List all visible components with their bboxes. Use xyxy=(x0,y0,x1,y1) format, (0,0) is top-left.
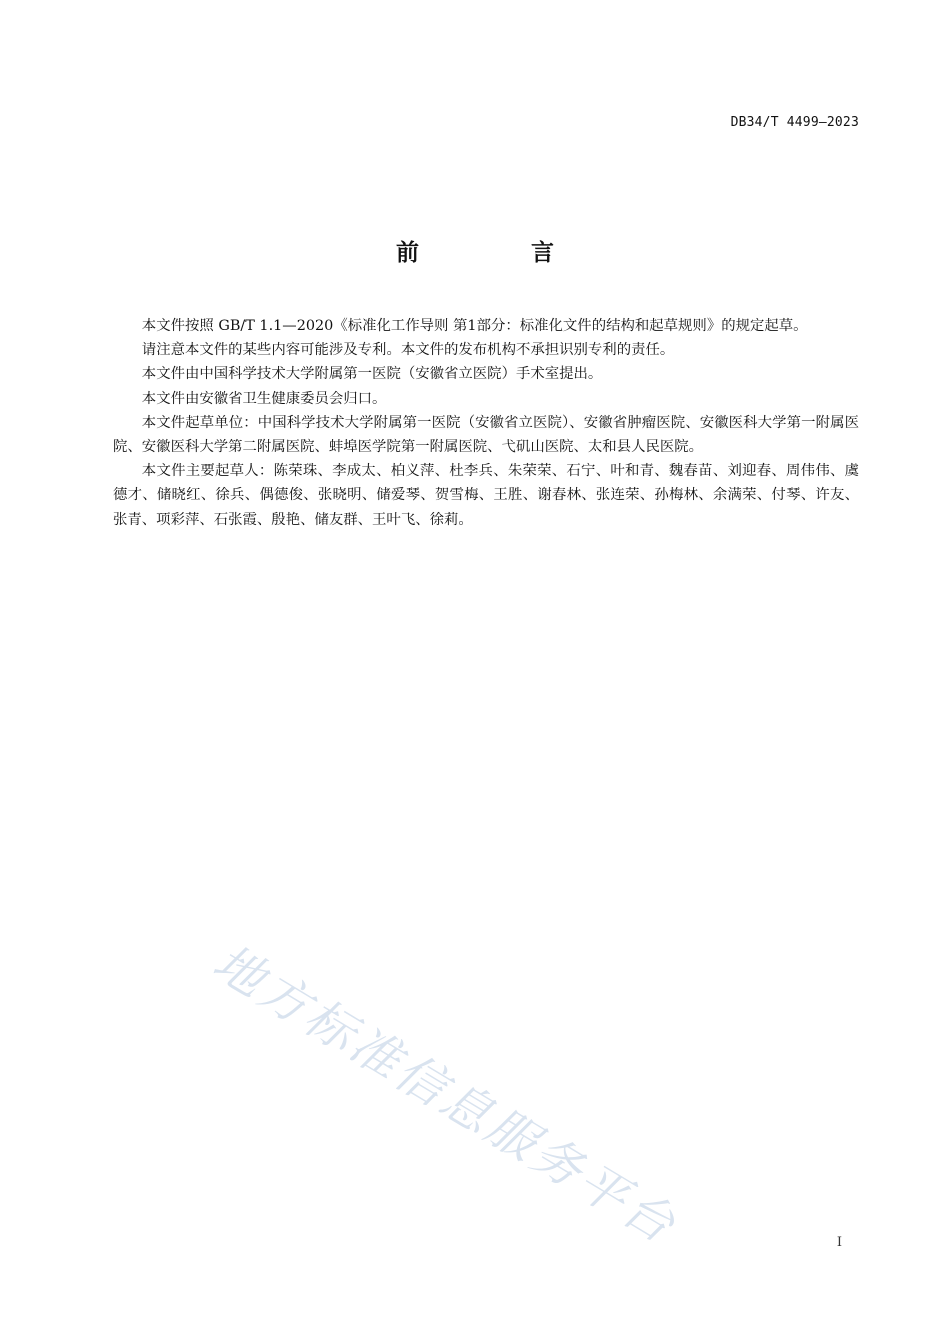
paragraph-drafting-rules: 本文件按照 GB/T 1.1—2020《标准化工作导则 第1部分：标准化文件的结构和起草规则》的规定起草。 xyxy=(141,318,808,334)
foreword-body xyxy=(113,314,859,532)
watermark: 地方标准信息服务平台 xyxy=(203,933,688,1256)
paragraph-drafters: 本文件主要起草人：陈荣珠、李成太、柏义萍、杜李兵、朱荣荣、石宁、叶和青、魏春苗、刘迎春、周伟伟、虞德才、储晓红、徐兵、偶德俊、张晓明、储爱琴、贺雪梅、王胜、谢春林、张连荣、孙梅林、余满荣、付琴、许友、张青、项彩萍、石张霞、殷艳、储友群、王叶飞、徐莉。 xyxy=(113,463,859,528)
paragraph-patent-notice: 请注意本文件的某些内容可能涉及专利。本文件的发布机构不承担识别专利的责任。 xyxy=(141,342,675,359)
document-code: DB34/T 4499—2023 xyxy=(730,115,859,130)
paragraph-centralized-unit: 本文件由安徽省卫生健康委员会归口。 xyxy=(141,390,387,407)
paragraph-proposer: 本文件由中国科学技术大学附属第一医院（安徽省立医院）手术室提出。 xyxy=(141,366,603,383)
page-title: 前 言 xyxy=(395,240,606,266)
page-number: I xyxy=(836,1235,842,1250)
paragraph-drafting-organizations: 本文件起草单位：中国科学技术大学附属第一医院（安徽省立医院）、安徽省肿瘤医院、安徽医科大学第一附属医院、安徽医科大学第二附属医院、蚌埠医学院第一附属医院、弋矶山医院、太和县人民医院。 xyxy=(113,414,859,456)
